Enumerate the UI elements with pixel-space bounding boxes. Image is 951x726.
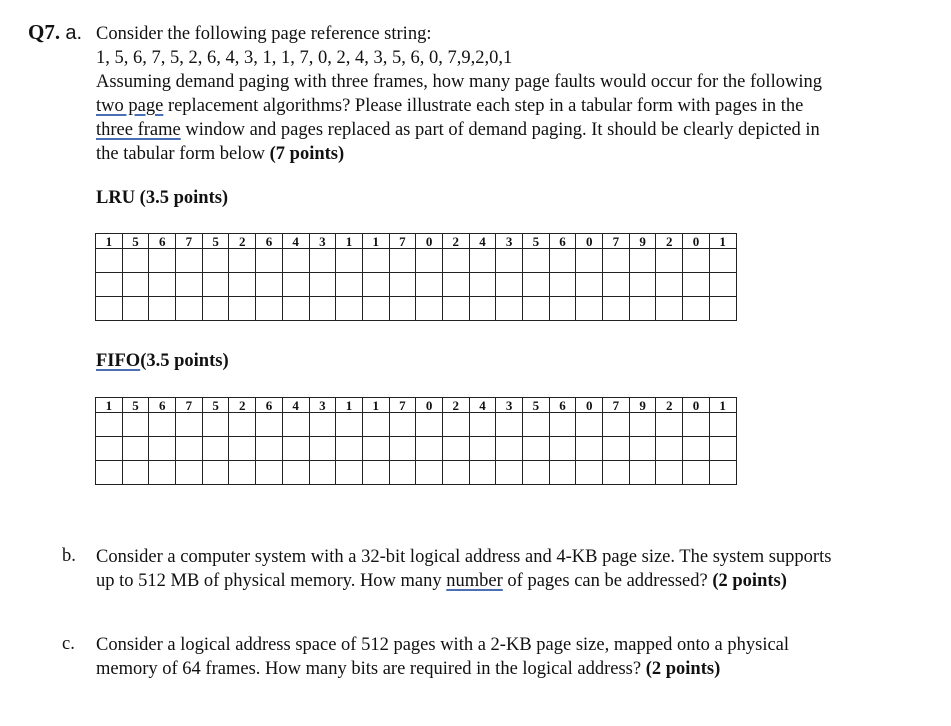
fifo-ref-cell: 5 (523, 398, 550, 413)
lru-frame-cell[interactable] (523, 249, 550, 273)
lru-ref-cell: 1 (336, 234, 363, 249)
lru-frame-cell[interactable] (709, 249, 736, 273)
fifo-frame-cell[interactable] (576, 461, 603, 485)
fifo-frame-cell[interactable] (362, 413, 389, 437)
lru-frame-cell[interactable] (336, 297, 363, 321)
lru-frame-cell[interactable] (309, 297, 336, 321)
fifo-title: FIFO(3.5 points) (96, 351, 229, 371)
lru-frame-cell[interactable] (576, 297, 603, 321)
fifo-header-row (96, 398, 737, 413)
lru-frame-cell[interactable] (309, 273, 336, 297)
fifo-ref-cell: 3 (496, 398, 523, 413)
lru-ref-cell: 7 (389, 234, 416, 249)
fifo-ref-cell: 3 (309, 398, 336, 413)
three-frame-underlined: three frame (96, 120, 181, 140)
lru-frame-cell[interactable] (389, 249, 416, 273)
lru-ref-cell: 9 (629, 234, 656, 249)
lru-frame-cell[interactable] (709, 273, 736, 297)
fifo-ref-cell: 9 (629, 398, 656, 413)
fifo-ref-cell: 0 (416, 398, 443, 413)
fifo-frame-cell[interactable] (256, 413, 283, 437)
lru-frame-cell[interactable] (122, 297, 149, 321)
fifo-frame-cell[interactable] (523, 413, 550, 437)
fifo-frame-cell[interactable] (442, 461, 469, 485)
fifo-frame-cell[interactable] (122, 413, 149, 437)
fifo-frame-cell[interactable] (496, 461, 523, 485)
number-underlined: number (446, 571, 503, 591)
lru-frame-cell[interactable] (656, 297, 683, 321)
lru-frame-row-1 (96, 249, 737, 273)
fifo-frame-cell[interactable] (282, 461, 309, 485)
fifo-ref-cell: 7 (603, 398, 630, 413)
lru-frame-cell[interactable] (656, 273, 683, 297)
fifo-frame-cell[interactable] (229, 437, 256, 461)
fifo-frame-cell[interactable] (496, 413, 523, 437)
part-c-label: c. (62, 634, 75, 654)
lru-ref-cell: 6 (256, 234, 283, 249)
lru-frame-cell[interactable] (96, 273, 123, 297)
lru-title: LRU (3.5 points) (96, 188, 229, 208)
lru-frame-cell[interactable] (229, 297, 256, 321)
lru-frame-cell[interactable] (683, 273, 710, 297)
fifo-frame-cell[interactable] (256, 461, 283, 485)
fifo-ref-cell: 5 (122, 398, 149, 413)
part-b-label: b. (62, 546, 76, 566)
lru-frame-cell[interactable] (549, 249, 576, 273)
lru-frame-cell[interactable] (603, 249, 630, 273)
fifo-ref-cell: 5 (202, 398, 229, 413)
lru-ref-cell: 0 (416, 234, 443, 249)
fifo-frame-cell[interactable] (523, 437, 550, 461)
fifo-frame-cell[interactable] (309, 461, 336, 485)
lru-frame-cell[interactable] (202, 249, 229, 273)
fifo-frame-cell[interactable] (149, 461, 176, 485)
lru-frame-cell[interactable] (469, 273, 496, 297)
lru-frame-cell[interactable] (523, 273, 550, 297)
lru-frame-cell[interactable] (442, 297, 469, 321)
fifo-underlined: FIFO (96, 351, 141, 371)
fifo-frame-cell[interactable] (656, 437, 683, 461)
lru-frame-cell[interactable] (149, 297, 176, 321)
lru-ref-cell: 4 (469, 234, 496, 249)
fifo-ref-cell: 7 (176, 398, 203, 413)
fifo-frame-cell[interactable] (603, 437, 630, 461)
lru-frame-cell[interactable] (603, 273, 630, 297)
lru-frame-cell[interactable] (603, 297, 630, 321)
lru-frame-row-3 (96, 297, 737, 321)
fifo-frame-row-2 (96, 437, 737, 461)
fifo-frame-cell[interactable] (603, 461, 630, 485)
fifo-frame-cell[interactable] (96, 461, 123, 485)
fifo-frame-cell[interactable] (389, 413, 416, 437)
lru-frame-cell[interactable] (576, 249, 603, 273)
lru-frame-cell[interactable] (176, 249, 203, 273)
fifo-frame-cell[interactable] (176, 461, 203, 485)
lru-ref-cell: 5 (202, 234, 229, 249)
fifo-ref-cell: 2 (656, 398, 683, 413)
lru-ref-cell: 5 (523, 234, 550, 249)
fifo-frame-cell[interactable] (683, 461, 710, 485)
fifo-frame-cell[interactable] (149, 437, 176, 461)
fifo-frame-cell[interactable] (96, 437, 123, 461)
lru-frame-cell[interactable] (362, 249, 389, 273)
fifo-ref-cell: 1 (336, 398, 363, 413)
fifo-ref-cell: 2 (442, 398, 469, 413)
fifo-frame-cell[interactable] (496, 437, 523, 461)
lru-ref-cell: 1 (96, 234, 123, 249)
part-b-line-2: up to 512 MB of physical memory. How many number of pages can be addressed? (2 points) (96, 571, 787, 591)
fifo-frame-cell[interactable] (469, 461, 496, 485)
fifo-frame-cell[interactable] (309, 413, 336, 437)
lru-ref-cell: 1 (362, 234, 389, 249)
fifo-frame-cell[interactable] (336, 437, 363, 461)
lru-frame-cell[interactable] (176, 273, 203, 297)
fifo-frame-cell[interactable] (416, 461, 443, 485)
lru-frame-cell[interactable] (416, 273, 443, 297)
fifo-frame-cell[interactable] (629, 437, 656, 461)
points-c: (2 points) (645, 659, 721, 679)
lru-frame-cell[interactable] (629, 297, 656, 321)
fifo-ref-cell: 0 (683, 398, 710, 413)
part-a-label: a. (65, 22, 83, 44)
lru-frame-cell[interactable] (256, 273, 283, 297)
lru-frame-cell[interactable] (442, 273, 469, 297)
fifo-frame-cell[interactable] (362, 461, 389, 485)
fifo-ref-cell: 4 (469, 398, 496, 413)
lru-frame-cell[interactable] (229, 249, 256, 273)
fifo-frame-cell[interactable] (576, 413, 603, 437)
lru-ref-cell: 2 (229, 234, 256, 249)
fifo-frame-cell[interactable] (122, 461, 149, 485)
lru-frame-cell[interactable] (282, 273, 309, 297)
part-c-line-1: Consider a logical address space of 512 pages with a 2-KB page size, mapped onto a physical (96, 635, 790, 655)
fifo-frame-row-3 (96, 461, 737, 485)
lru-frame-cell[interactable] (496, 249, 523, 273)
lru-frame-cell[interactable] (629, 249, 656, 273)
lru-frame-cell[interactable] (149, 273, 176, 297)
lru-frame-cell[interactable] (416, 297, 443, 321)
lru-frame-cell[interactable] (96, 297, 123, 321)
lru-frame-cell[interactable] (549, 273, 576, 297)
lru-ref-cell: 3 (309, 234, 336, 249)
lru-frame-row-2 (96, 273, 737, 297)
question-number: Q7. a. (28, 20, 83, 44)
lru-ref-cell: 4 (282, 234, 309, 249)
lru-frame-cell[interactable] (256, 249, 283, 273)
instruction-line-4: the tabular form below (7 points) (96, 144, 345, 164)
lru-frame-cell[interactable] (282, 249, 309, 273)
fifo-frame-cell[interactable] (629, 413, 656, 437)
lru-frame-cell[interactable] (683, 297, 710, 321)
fifo-frame-cell[interactable] (549, 461, 576, 485)
reference-string: 1, 5, 6, 7, 5, 2, 6, 4, 3, 1, 1, 7, 0, 2, 4, 3, 5, 6, 0, 7,9,2,0,1 (96, 48, 513, 68)
fifo-frame-cell[interactable] (202, 461, 229, 485)
lru-frame-cell[interactable] (683, 249, 710, 273)
lru-ref-cell: 7 (603, 234, 630, 249)
fifo-frame-cell[interactable] (282, 413, 309, 437)
fifo-table (95, 397, 737, 485)
lru-ref-cell: 2 (442, 234, 469, 249)
lru-ref-cell: 0 (683, 234, 710, 249)
fifo-ref-cell: 7 (389, 398, 416, 413)
fifo-frame-cell[interactable] (683, 437, 710, 461)
fifo-frame-cell[interactable] (469, 413, 496, 437)
lru-frame-cell[interactable] (176, 297, 203, 321)
fifo-frame-cell[interactable] (416, 437, 443, 461)
lru-ref-cell: 0 (576, 234, 603, 249)
lru-ref-cell: 2 (656, 234, 683, 249)
fifo-ref-cell: 6 (549, 398, 576, 413)
lru-frame-cell[interactable] (256, 297, 283, 321)
two-page-underlined: two page (96, 96, 164, 116)
fifo-frame-cell[interactable] (389, 461, 416, 485)
fifo-frame-cell[interactable] (709, 461, 736, 485)
fifo-ref-cell: 6 (256, 398, 283, 413)
fifo-frame-cell[interactable] (176, 437, 203, 461)
lru-frame-cell[interactable] (309, 249, 336, 273)
fifo-frame-cell[interactable] (309, 437, 336, 461)
fifo-frame-cell[interactable] (202, 413, 229, 437)
lru-frame-cell[interactable] (549, 297, 576, 321)
fifo-frame-cell[interactable] (202, 437, 229, 461)
fifo-ref-cell: 1 (362, 398, 389, 413)
intro-line: Consider the following page reference string: (96, 24, 432, 44)
lru-frame-cell[interactable] (389, 297, 416, 321)
lru-frame-cell[interactable] (336, 249, 363, 273)
fifo-frame-row-1 (96, 413, 737, 437)
fifo-frame-cell[interactable] (416, 413, 443, 437)
lru-table (95, 233, 737, 321)
fifo-frame-cell[interactable] (256, 437, 283, 461)
lru-ref-cell: 6 (149, 234, 176, 249)
lru-frame-cell[interactable] (523, 297, 550, 321)
fifo-ref-cell: 1 (709, 398, 736, 413)
fifo-frame-cell[interactable] (442, 437, 469, 461)
part-b-line-1: Consider a computer system with a 32-bit logical address and 4-KB page size. The system supports (96, 547, 832, 567)
lru-frame-cell[interactable] (442, 249, 469, 273)
fifo-frame-cell[interactable] (389, 437, 416, 461)
lru-frame-cell[interactable] (496, 273, 523, 297)
fifo-frame-cell[interactable] (523, 461, 550, 485)
instruction-line-1: Assuming demand paging with three frames, how many page faults would occur for the following (96, 72, 822, 92)
lru-frame-cell[interactable] (362, 273, 389, 297)
lru-header-row (96, 234, 737, 249)
lru-frame-cell[interactable] (389, 273, 416, 297)
lru-frame-cell[interactable] (149, 249, 176, 273)
fifo-ref-cell: 0 (576, 398, 603, 413)
fifo-frame-cell[interactable] (709, 437, 736, 461)
lru-ref-cell: 7 (176, 234, 203, 249)
lru-frame-cell[interactable] (709, 297, 736, 321)
lru-frame-cell[interactable] (496, 297, 523, 321)
instruction-line-3: three frame window and pages replaced as part of demand paging. It should be clearly depicted in (96, 120, 820, 140)
fifo-frame-cell[interactable] (336, 461, 363, 485)
fifo-frame-cell[interactable] (603, 413, 630, 437)
fifo-frame-cell[interactable] (656, 413, 683, 437)
fifo-frame-cell[interactable] (549, 413, 576, 437)
lru-frame-cell[interactable] (202, 297, 229, 321)
fifo-frame-cell[interactable] (336, 413, 363, 437)
instruction-line-2: two page replacement algorithms? Please illustrate each step in a tabular form with pages in the (96, 96, 804, 116)
lru-frame-cell[interactable] (122, 249, 149, 273)
fifo-frame-cell[interactable] (362, 437, 389, 461)
part-c-line-2: memory of 64 frames. How many bits are required in the logical address? (2 points) (96, 659, 721, 679)
fifo-ref-cell: 4 (282, 398, 309, 413)
lru-frame-cell[interactable] (229, 273, 256, 297)
fifo-frame-cell[interactable] (629, 461, 656, 485)
fifo-frame-cell[interactable] (176, 413, 203, 437)
fifo-frame-cell[interactable] (282, 437, 309, 461)
fifo-frame-cell[interactable] (683, 413, 710, 437)
fifo-frame-cell[interactable] (709, 413, 736, 437)
lru-ref-cell: 5 (122, 234, 149, 249)
lru-frame-cell[interactable] (656, 249, 683, 273)
fifo-frame-cell[interactable] (229, 413, 256, 437)
fifo-ref-cell: 2 (229, 398, 256, 413)
lru-frame-cell[interactable] (469, 297, 496, 321)
lru-frame-cell[interactable] (336, 273, 363, 297)
fifo-frame-cell[interactable] (122, 437, 149, 461)
points-a: (7 points) (269, 144, 345, 164)
fifo-frame-cell[interactable] (656, 461, 683, 485)
lru-ref-cell: 3 (496, 234, 523, 249)
fifo-frame-cell[interactable] (469, 437, 496, 461)
fifo-ref-cell: 1 (96, 398, 123, 413)
lru-ref-cell: 6 (549, 234, 576, 249)
fifo-frame-cell[interactable] (149, 413, 176, 437)
lru-frame-cell[interactable] (416, 249, 443, 273)
lru-frame-cell[interactable] (362, 297, 389, 321)
points-b: (2 points) (712, 571, 787, 591)
fifo-ref-cell: 6 (149, 398, 176, 413)
fifo-frame-cell[interactable] (576, 437, 603, 461)
lru-frame-cell[interactable] (576, 273, 603, 297)
lru-frame-cell[interactable] (282, 297, 309, 321)
lru-ref-cell: 1 (709, 234, 736, 249)
lru-frame-cell[interactable] (469, 249, 496, 273)
lru-frame-cell[interactable] (96, 249, 123, 273)
fifo-frame-cell[interactable] (96, 413, 123, 437)
lru-frame-cell[interactable] (629, 273, 656, 297)
fifo-frame-cell[interactable] (549, 437, 576, 461)
fifo-frame-cell[interactable] (442, 413, 469, 437)
lru-frame-cell[interactable] (122, 273, 149, 297)
lru-frame-cell[interactable] (202, 273, 229, 297)
fifo-frame-cell[interactable] (229, 461, 256, 485)
